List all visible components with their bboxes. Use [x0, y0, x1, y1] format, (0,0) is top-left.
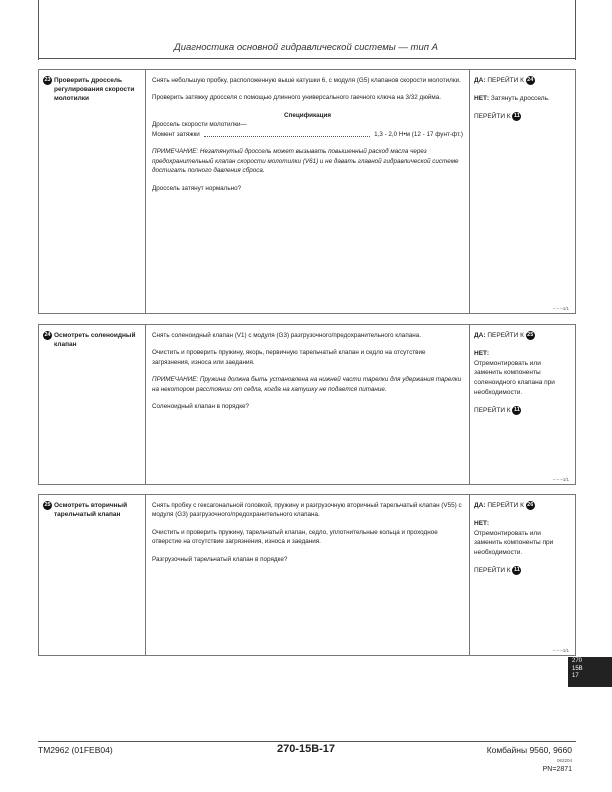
question: Соленоидный клапан в порядке? [152, 403, 250, 411]
step-number-badge: 25 [44, 502, 51, 508]
footer-tm: TM2962 (01FEB04) [38, 745, 113, 755]
step-23-actions: ДА: ПЕРЕЙТИ К 24 НЕТ: Затянуть дроссель. ПЕРЕЙТИ К 11 [474, 77, 550, 120]
section-code: – – –1/1 [552, 477, 569, 482]
page-header-title: Диагностика основной гидравлической системы — тип А [174, 42, 438, 53]
question: Разгрузочный тарельчатый клапан в порядке? [152, 555, 288, 563]
paragraph: Очистить и проверить пружину, тарельчатый клапан, седло, уплотнительные кольца и проходное отверстие на отсутствие загрязнения, износа и заедания. [152, 528, 438, 546]
step-24-body [145, 325, 470, 484]
note: ПРИМЕЧАНИЕ: Незатянутый дроссель может вызывать повышенный расход масла через предохранительный клапан скорости молотилки (V61) и не давать главной гидравлической системе достигать полного давления сброса. [152, 148, 459, 175]
paragraph: Проверить затяжку дросселя с помощью длинного универсального гаечного ключа на 3/32 дюйма. [152, 94, 442, 102]
section-code: – – –1/1 [552, 648, 569, 653]
step-23 [38, 69, 576, 314]
goto-11-link[interactable]: 11 [513, 406, 520, 413]
paragraph: Снять пробку с гексагональной головкой, пружину и разгрузочную вторичный тарельчатый клапан (V55) с модуля (G3) разгрузочного/предохранительного клапана. [152, 502, 462, 519]
goto-26-link[interactable]: 26 [527, 502, 534, 508]
spec-line: Дроссель скорости молотилки— [152, 121, 247, 129]
step-23-title: 23 Проверить дроссель регулирования скорости молотилки [44, 77, 135, 103]
step-25-title: 25 Осмотреть вторичный тарельчатый клапан [44, 502, 128, 519]
spec-label: Момент затяжки [152, 130, 200, 138]
goto-25-link[interactable]: 25 [527, 332, 534, 338]
step-24 [38, 324, 576, 485]
step-number-badge: 23 [44, 77, 51, 83]
step-25 [38, 494, 576, 656]
footer-pn: PN=2871 [542, 766, 572, 773]
footer-rule [38, 741, 576, 742]
spec-row [152, 130, 463, 139]
section-tab: 270 15B 17 [568, 657, 612, 687]
spec-value: 1,3 - 2,0 Н•м (12 - 17 фунт-фт.) [374, 130, 463, 138]
goto-11-link[interactable]: 11 [513, 112, 520, 119]
step-25-body [145, 495, 470, 655]
leader-dots [204, 130, 370, 137]
header-rule [38, 58, 576, 59]
note: ПРИМЕЧАНИЕ: Пружина должна быть установлена на нижней части тарелки для удержания тарелки на некотором расстоянии от седла, когда на катушку не подается питание. [152, 376, 462, 393]
footer-date-code: 062204 [556, 758, 572, 763]
footer-model: Комбайны 9560, 9660 [486, 745, 572, 755]
goto-24-link[interactable]: 24 [527, 77, 534, 83]
page-number: 270-15B-17 [276, 743, 336, 755]
paragraph: Очистить и проверить пружину, якорь, первичную тарельчатый клапан и седло на отсутствие загрязнения, износа или заедания. [152, 349, 426, 366]
spec-title: Спецификация [283, 111, 332, 119]
paragraph: Снять соленоидный клапан (V1) с модуля (G3) разгрузочного/предохранительного клапана. [152, 332, 421, 339]
question: Дроссель затянут нормально? [152, 184, 242, 192]
step-24-title: 24 Осмотреть соленоидный клапан [44, 332, 136, 349]
step-25-actions: ДА: ПЕРЕЙТИ К 26 НЕТ: Отремонтировать или заменить компоненты при необходимости. ПЕРЕЙТИ К 11 [474, 502, 554, 575]
step-24-actions: ДА: ПЕРЕЙТИ К 25 НЕТ: Отремонтировать или заменить компоненты соленоидного клапана при необходимости. ПЕРЕЙТИ К 11 [474, 332, 555, 414]
goto-11-link[interactable]: 11 [513, 566, 520, 573]
section-code: – – –1/1 [552, 306, 569, 311]
step-number-badge: 24 [44, 332, 51, 338]
step-23-body [145, 70, 470, 313]
paragraph: Снять небольшую пробку, расположенную выше катушки 6, с модуля (G5) клапанов скорости молотилки. [152, 77, 461, 84]
